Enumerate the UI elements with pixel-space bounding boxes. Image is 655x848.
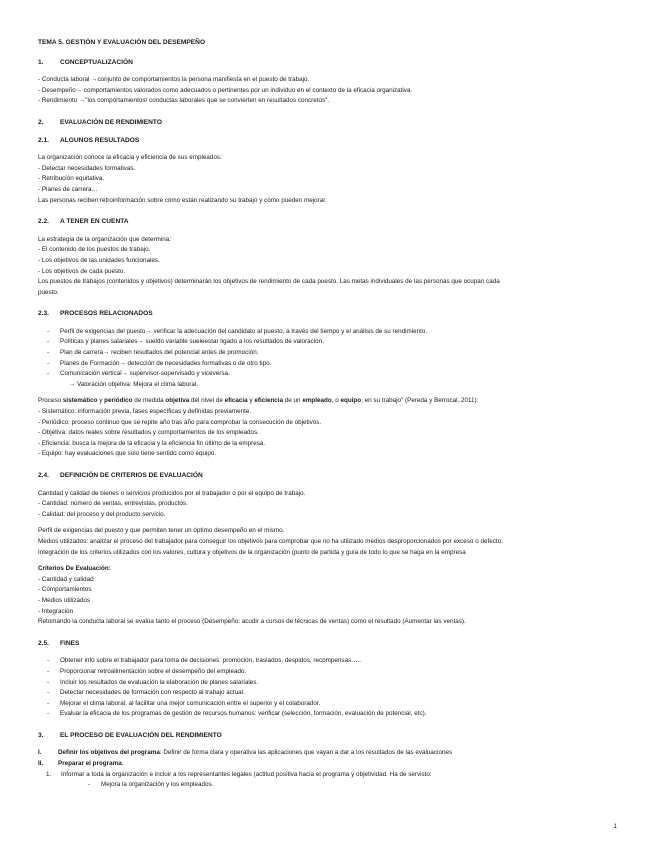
- text-run: Proceso: [38, 397, 63, 405]
- bullet-item: [38, 327, 618, 338]
- paragraph-line: Medios utilizados: analizar el proceso del trabajador para conseguir los objetivos para comprobar que no ha utilizado medios desproporcionados por exceso o defecto.: [38, 537, 503, 545]
- paragraph-line: Los puestos de trabajos (contenidos y objetivos) determinarán los objetivos de rendimiento de cada puesto. Las metas individuales de las personas que ocupan cada: [38, 278, 500, 286]
- item-text: : Definir de forma clara y operativa las aplicaciones que vayan a dar a los resultados de las evaluaciones: [159, 749, 453, 757]
- bullet-dash: -: [47, 657, 50, 665]
- bold-term: equipo: [340, 397, 362, 405]
- paragraph-line: - Planes de carrera…: [38, 185, 98, 193]
- page-number: 1: [613, 823, 617, 830]
- bullet-text: Mejora la organización y los empleados.: [101, 781, 214, 789]
- bullet-text: Incluir los resultados de evaluación la elaboración de planes salariales.: [60, 678, 259, 686]
- item-text: .: [121, 760, 124, 768]
- bullet-dash: -: [47, 338, 50, 346]
- paragraph-line: - Sistemático: información previa, fases específicas y definidas previamente.: [38, 408, 252, 416]
- text-run: , o: [331, 397, 341, 405]
- bold-term: eficiencia: [254, 397, 284, 405]
- bullet-text: Obtener info sobre el trabajador para toma de decisiones: promoción, traslados, despidos, recompensas…..: [60, 657, 362, 665]
- paragraph-line: La organización conoce la eficacia y eficiencia de sus empleados:: [38, 154, 222, 162]
- bullet-text: Planes de Formación→ detección de necesidades formativas o de otro tipo.: [60, 359, 272, 367]
- bullet-dash: -: [47, 678, 50, 686]
- subsection-2-5-heading: [38, 639, 618, 650]
- item-number: II.: [38, 760, 44, 768]
- paragraph-line: - Rendimiento →"los comportamientos/ conductas laborales que se convierten en resultados concretos".: [38, 97, 330, 105]
- paragraph-line: - Detectar necesidades formativas.: [38, 164, 136, 172]
- section-3-heading: [38, 731, 618, 742]
- paragraph-line: - Integración: [38, 607, 74, 615]
- section-number: 3.: [38, 731, 44, 739]
- spacer: [38, 298, 618, 309]
- bullet-item: [38, 656, 618, 667]
- bullet-dash: -: [47, 349, 50, 357]
- bullet-item: [38, 348, 618, 359]
- paragraph-line: Integración de los criterios utilizados con los valores, cultura y objetivos de la organización (punto de partida y guía de todo lo que se haga en la empresa: [38, 548, 466, 556]
- text-run: y: [97, 397, 105, 405]
- bullet-text: → Valoración objetiva: Mejora el clima laboral.: [69, 380, 199, 388]
- subsection-2-1-heading: [38, 136, 618, 147]
- subsection-number: 2.2.: [38, 218, 49, 226]
- bullet-item: [38, 369, 618, 380]
- bold-term: sistemático: [62, 397, 98, 405]
- subsection-2-2-heading: [38, 217, 618, 228]
- bullet-continuation: [38, 380, 618, 391]
- bullet-dash: -: [47, 689, 50, 697]
- subsection-title: DEFINICIÓN DE CRITERIOS DE EVALUACIÓN: [60, 472, 203, 479]
- section-title: CONCEPTUALIZACIÓN: [60, 58, 133, 66]
- bullet-item: [38, 678, 618, 689]
- paragraph-line: - Periódico: proceso continuo que se repite año tras año para comprobar la consecución de objetivos.: [38, 418, 322, 426]
- subsection-title: A TENER EN CUENTA: [60, 218, 129, 226]
- paragraph-line: puesto.: [38, 288, 59, 296]
- bullet-item: [38, 699, 618, 710]
- subsection-title: FINES: [60, 639, 80, 647]
- document-title: TEMA 5. GESTIÓN Y EVALUACIÓN DEL DESEMPEÑO: [38, 39, 206, 46]
- spacer: [38, 720, 618, 731]
- text-run: , en su trabajo" (Pereda y Berrocal, 2011):: [361, 397, 479, 405]
- bullet-text: Perfil de exigencias del puesto→ verificar la adecuación del candidato al puesto, a través del tiempo y el análisis de su rendimiento.: [60, 327, 428, 335]
- bullet-item: [38, 709, 618, 720]
- subsection-2-3-heading: [38, 309, 618, 320]
- bullet-dash: -: [47, 370, 50, 378]
- subsection-number: 2.1.: [38, 136, 49, 144]
- section-number: 2.: [38, 118, 44, 126]
- bullet-item: [38, 688, 618, 699]
- definition-paragraph: [38, 396, 618, 407]
- paragraph-line: - Cantidad y calidad: [38, 575, 94, 583]
- paragraph-line: - Retribución equitativa.: [38, 175, 105, 183]
- bullet-dash: -: [47, 327, 50, 335]
- paragraph-line: La estrategia de la organización que determina:: [38, 235, 172, 243]
- page-content: [38, 38, 618, 791]
- paragraph-line: Perfil de exigencias del puesto y que permiten tener un óptimo desempeño en el mismo.: [38, 527, 285, 535]
- section-2-heading: [38, 118, 618, 129]
- paragraph-line: - Medios utilizados: [38, 596, 91, 604]
- paragraph-line: - El contenido de los puestos de trabajo.: [38, 246, 151, 254]
- criterios-heading: Criterios De Evaluación:: [38, 565, 111, 573]
- bullet-item: [38, 667, 618, 678]
- section-title: EL PROCESO DE EVALUACIÓN DEL RENDIMIENTO: [60, 731, 222, 739]
- bullet-dash: -: [47, 667, 50, 675]
- subsection-title: PROCESOS RELACIONADOS: [60, 310, 153, 318]
- bold-term: empleado: [302, 397, 332, 405]
- spacer: [38, 206, 618, 217]
- bullet-text: Evaluar la eficacia de los programas de gestión de recursos humanos: verificar (selección, formación, evaluación de potencial, etc).: [60, 710, 427, 718]
- bullet-text: Proporcionar retroalimentación sobre el desempeño del empleado.: [60, 667, 247, 675]
- ordered-item: [38, 759, 618, 770]
- ordered-item: [38, 748, 618, 759]
- spacer: [38, 628, 618, 639]
- item-bold-term: Definir los objetivos del programa: [58, 749, 160, 757]
- sub-bullet-item: [38, 780, 618, 791]
- bullet-dash: -: [47, 359, 50, 367]
- section-number: 1.: [38, 58, 44, 66]
- bold-term: objetiva: [165, 397, 190, 405]
- item-number: I.: [38, 749, 42, 757]
- subsection-number: 2.5.: [38, 639, 49, 647]
- sub-ordered-item: [38, 770, 618, 781]
- paragraph-line: Cantidad y calidad de bienes o servicios producidos por el trabajador o por el equipo de trabajo.: [38, 489, 306, 497]
- bullet-text: Detectar necesidades de formación con respecto al trabajo actual.: [60, 689, 245, 697]
- paragraph-line: Retomando la conducta laboral se evalúa tanto el proceso (Desempeño: acudir a cursos de técnicas de ventas) como el resultado (Aumentar las ventas).: [38, 618, 466, 626]
- paragraph-line: - Cantidad: número de ventas, entrevistas, productos.: [38, 500, 188, 508]
- section-1-heading: [38, 58, 618, 69]
- paragraph-line: - Los objetivos de cada puesto.: [38, 267, 126, 275]
- subsection-number: 2.3.: [38, 310, 49, 318]
- subsection-number: 2.4.: [38, 472, 49, 479]
- spacer: [38, 107, 618, 118]
- bullet-dash: -: [47, 699, 50, 707]
- paragraph-line: - Conducta laboral →conjunto de comportamientos la persona manifiesta en el puesto de trabajo.: [38, 76, 310, 84]
- bullet-item: [38, 337, 618, 348]
- bullet-text: Plan de carrera→ reciben resultados del potencial antes de promoción.: [60, 349, 259, 357]
- bullet-text: Políticas y planes salariales→ sueldo variable sueleestar ligado a los resultados de valoración.: [60, 338, 324, 346]
- paragraph-line: - Calidad: del proceso y del producto servicio.: [38, 510, 166, 518]
- spacer: [38, 460, 618, 471]
- bullet-dash: -: [47, 710, 50, 718]
- subsection-title: ALGUNOS RESULTADOS: [60, 136, 140, 144]
- bullet-item: [38, 359, 618, 370]
- bold-term: eficacia: [224, 397, 248, 405]
- item-bold-term: Preparar el programa: [58, 760, 122, 768]
- paragraph-line: - Equipo: hay evaluaciones que solo tiene sentido como equipo.: [38, 450, 217, 458]
- paragraph-line: - Objetiva: datos reales sobre resultados y comportamientos de los empleados.: [38, 429, 259, 437]
- paragraph-line: Las personas reciben retroinformación sobre cómo están realizando su trabajo y cómo pueden mejorar.: [38, 196, 327, 204]
- section-title: EVALUACIÓN DE RENDIMIENTO: [60, 118, 162, 126]
- text-run: del nivel de: [189, 397, 225, 405]
- bullet-dash: -: [88, 781, 91, 789]
- item-text: Informar a toda la organización e incluir a los representantes legales (actitud positiva hacia el programa y objetividad. Ha de servisto:: [61, 770, 432, 778]
- text-run: y: [247, 397, 255, 405]
- item-number: 1.: [46, 770, 52, 778]
- bold-term: periódico: [104, 397, 133, 405]
- paragraph-line: - Eficiencia: busca la mejora de la eficacia y la eficiencia fin último de la empresa.: [38, 439, 266, 447]
- text-run: de un: [283, 397, 303, 405]
- paragraph-line: - Desempeño→ comportamientos valorados como adecuados o pertinentes por un individuo en el contexto de la eficacia organizativa.: [38, 86, 413, 94]
- paragraph-line: - Los objetivos de las unidades funcionales.: [38, 256, 160, 264]
- bullet-text: Mejorar el clima laboral, al facilitar una mejor comunicación entre el superior y el colaborador.: [60, 699, 321, 707]
- bullet-text: Comunicación vertical→ supervisor-supervisado y viceversa.: [60, 370, 230, 378]
- text-run: de medida: [132, 397, 166, 405]
- subsection-2-4-heading: [38, 471, 618, 482]
- paragraph-line: - Comportamientos: [38, 586, 92, 594]
